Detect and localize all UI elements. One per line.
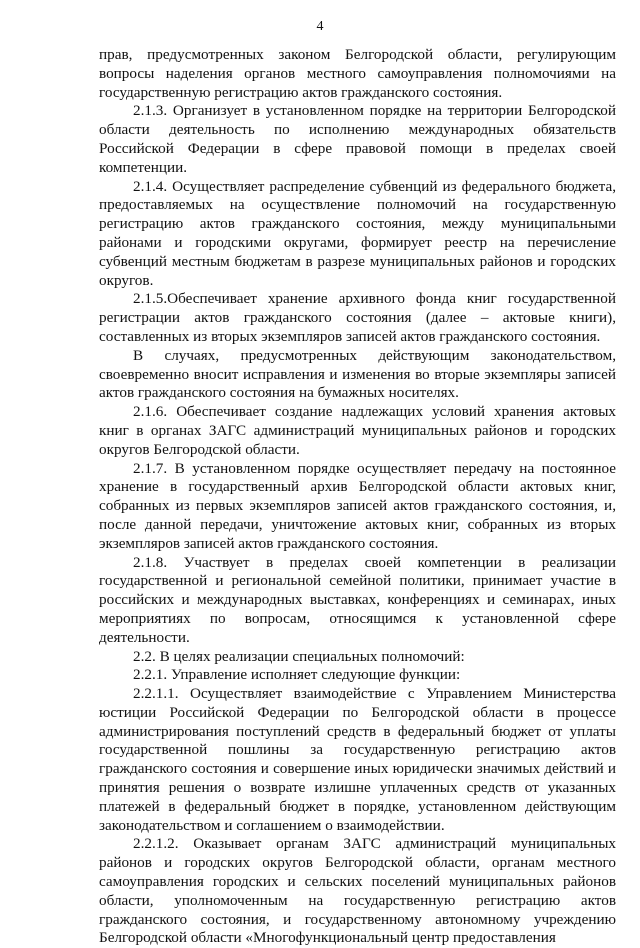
document-body [99,46,616,948]
paragraph: 2.2.1. Управление исполняет следующие функции: [133,666,461,684]
paragraph: 2.1.5.Обеспечивает хранение архивного фонда книг государственной регистрации актов гражданского состояния (далее – актовые книги), составленных из вторых экземпляров записей актов гражданского состояния. [99,290,616,345]
paragraph: 2.2.1.1. Осуществляет взаимодействие с Управлением Министерства юстиции Российской Федерации по Белгородской области в процессе администрирования поступлений средств в федеральный бюджет от уплаты государственной пошлины за государственную регистрацию актов гражданского состояния и совершение иных юридически значимых действий и принятия решения о возврате излишне уплаченных средств от указанных платежей в федеральный бюджет в порядке, установленном действующим законодательством и соглашением о взаимодействии. [99,685,616,834]
paragraph: 2.1.3. Организует в установленном порядке на территории Белгородской области деятельность по исполнению международных обязательств Российской Федерации в сфере правовой помощи в пределах своей компетенции. [99,102,616,176]
page-number: 4 [316,19,324,34]
paragraph: 2.1.6. Обеспечивает создание надлежащих условий хранения актовых книг в органах ЗАГС администраций муниципальных районов и городских округов Белгородской области. [99,403,616,458]
paragraph: 2.2. В целях реализации специальных полномочий: [133,647,465,665]
paragraph: 2.2.1.2. Оказывает органам ЗАГС администраций муниципальных районов и городских округов Белгородской области, органам местного самоуправления городских и сельских поселений муниципальных районов области, уполномоченным на государственную регистрацию актов гражданского состояния, и государственному автономному учреждению Белгородской области «Многофункциональный центр предоставления [99,835,616,947]
paragraph: 2.1.8. Участвует в пределах своей компетенции в реализации государственной и региональной семейной политики, принимает участие в российских и международных выставках, конференциях и семинарах, иных мероприятиях по вопросам, относящимся к установленной сфере деятельности. [99,553,616,646]
paragraph: 2.1.4. Осуществляет распределение субвенций из федерального бюджета, предоставляемых на осуществление полномочий на государственную регистрацию актов гражданского состояния, между муниципальными районами и городскими округами, формирует реестр на перечисление субвенций местным бюджетам в разрезе муниципальных районов и городских округов. [99,177,616,289]
paragraph: В случаях, предусмотренных действующим законодательством, своевременно вносит исправления и изменения во вторые экземпляры записей актов гражданского состояния на бумажных носителях. [99,346,616,402]
paragraph: 2.1.7. В установленном порядке осуществляет передачу на постоянное хранение в государственный архив Белгородской области актовых книг, собранных из первых экземпляров записей актов гражданского состояния, и, после данной передачи, уничтожение актовых книг, собранных из вторых экземпляров записей актов гражданского состояния. [99,459,616,552]
paragraph: прав, предусмотренных законом Белгородской области, регулирующим вопросы наделения органов местного самоуправления полномочиями на государственную регистрацию актов гражданского состояния. [99,46,616,101]
